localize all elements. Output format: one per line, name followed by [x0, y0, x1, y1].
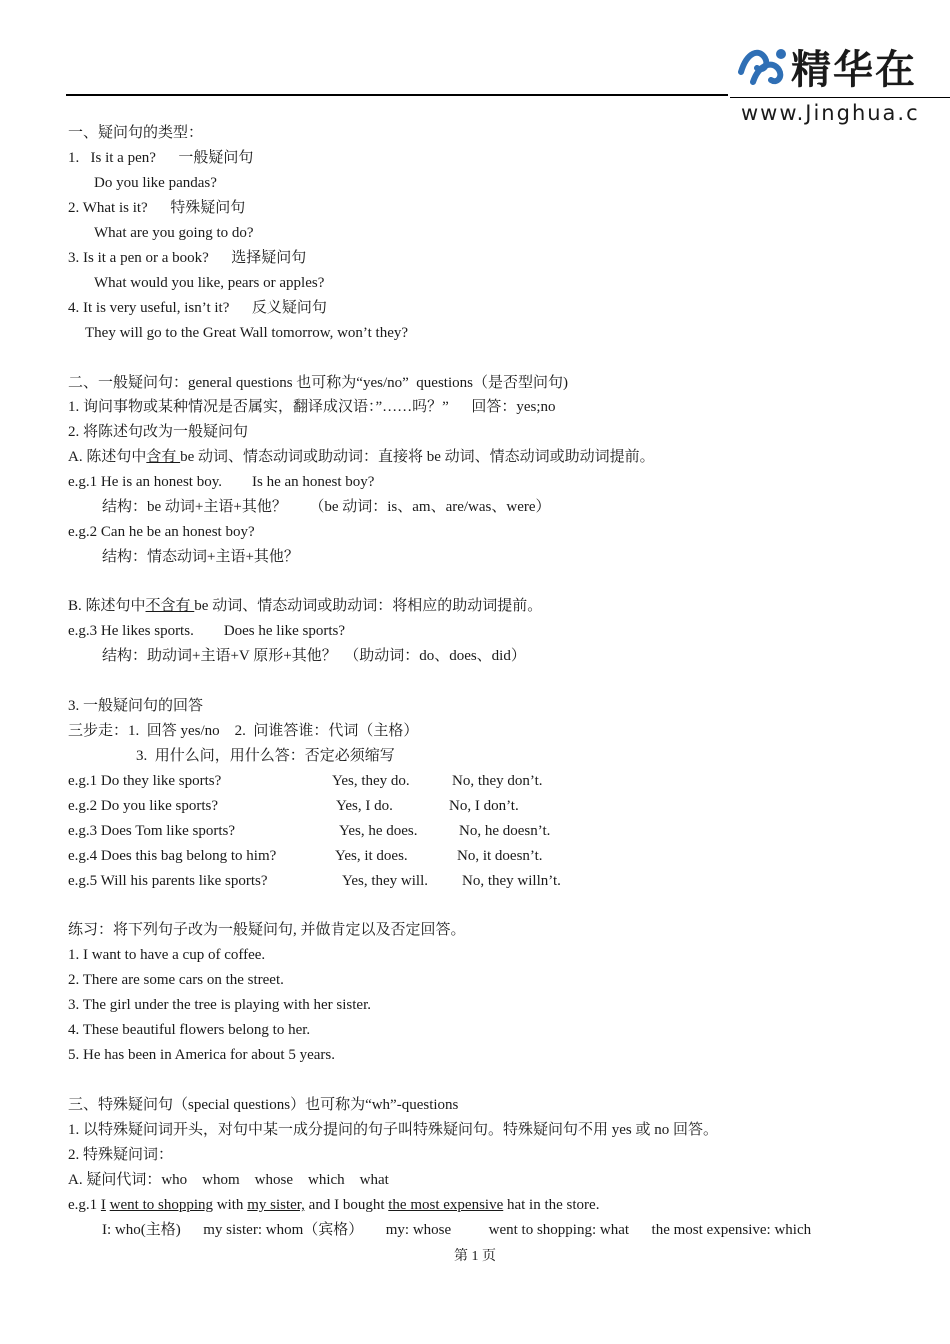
- s2-line-1: 1. 询问事物或某种情况是否属实，翻译成汉语：”……吗？” 回答：yes;no: [68, 399, 556, 415]
- rule-a-text: be 动词、情态动词或助动词：直接将 be 动词、情态动词或助动词提前。: [180, 449, 655, 465]
- eg-text-2: and I bought: [304, 1197, 389, 1213]
- rule-b-underlined: 不含有: [145, 598, 195, 614]
- answer-yes: Yes, I do.: [336, 798, 393, 814]
- eg-underlined-subject: I: [100, 1197, 106, 1213]
- answer-question: e.g.2 Do you like sports?: [68, 798, 218, 814]
- exercise-title: 练习：将下列句子改为一般疑问句, 并做肯定以及否定回答。: [68, 922, 466, 938]
- rule-b-prefix: B. 陈述句中: [68, 598, 146, 614]
- answer-yes: Yes, they will.: [342, 873, 428, 889]
- s3-line-1: 1. 以特殊疑问词开头，对句中某一成分提问的句子叫特殊疑问句。特殊疑问句不用 yes 或 no 回答。: [68, 1122, 718, 1138]
- s1-line-2: Do you like pandas?: [94, 175, 217, 191]
- rule-a-prefix: A. 陈述句中: [68, 449, 147, 465]
- answer-no: No, he doesn’t.: [459, 823, 551, 839]
- s2-answer-title: 3. 一般疑问句的回答: [68, 698, 204, 714]
- s3-line-3: A. 疑问代词：who whom whose which what: [68, 1172, 389, 1188]
- exercise-item: 1. I want to have a cup of coffee.: [68, 947, 266, 963]
- answer-no: No, they don’t.: [452, 773, 543, 789]
- s3-example-1: [68, 1196, 599, 1214]
- eg-underlined-adjective: the most expensive: [388, 1197, 504, 1213]
- logo-url-text: www.Jinghua.c: [741, 101, 920, 125]
- rule-b-text: be 动词、情态动词或助动词：将相应的助动词提前。: [194, 598, 543, 614]
- answer-question: e.g.3 Does Tom like sports?: [68, 823, 235, 839]
- s2-line-2: 2. 将陈述句改为一般疑问句: [68, 424, 249, 440]
- exercise-item: 4. These beautiful flowers belong to her.: [68, 1022, 311, 1038]
- s1-line-8: They will go to the Great Wall tomorrow, won’t they?: [85, 325, 409, 341]
- answer-yes: Yes, they do.: [332, 773, 410, 789]
- answer-no: No, they willn’t.: [462, 873, 561, 889]
- answer-yes: Yes, he does.: [339, 823, 418, 839]
- exercise-item: 5. He has been in America for about 5 years.: [68, 1047, 335, 1063]
- exercise-item: 3. The girl under the tree is playing with her sister.: [68, 997, 371, 1013]
- rule-a-underlined: 含有: [146, 449, 181, 465]
- s2-example-3: e.g.3 He likes sports. Does he like sports?: [68, 623, 346, 639]
- page-number: 第 1 页: [454, 1249, 496, 1264]
- logo-rule: [730, 97, 950, 98]
- s1-line-7: 4. It is very useful, isn’t it? 反义疑问句: [68, 300, 327, 316]
- section-3-title: 三、特殊疑问句（special questions）也可称为“wh”-questions: [68, 1097, 459, 1113]
- answer-question: e.g.5 Will his parents like sports?: [68, 873, 268, 889]
- answer-no: No, it doesn’t.: [457, 848, 543, 864]
- logo-chinese-text: 精华在: [791, 47, 917, 93]
- answer-question: e.g.4 Does this bag belong to him?: [68, 848, 277, 864]
- eg-text-1: with: [213, 1197, 248, 1213]
- s2-example-2: e.g.2 Can he be an honest boy?: [68, 524, 255, 540]
- exercise-item: 2. There are some cars on the street.: [68, 972, 284, 988]
- answer-no: No, I don’t.: [449, 798, 519, 814]
- answer-question: e.g.1 Do they like sports?: [68, 773, 222, 789]
- section-1-title: 一、疑问句的类型：: [68, 125, 204, 141]
- s2-example-1: e.g.1 He is an honest boy. Is he an honest boy?: [68, 474, 375, 490]
- s1-line-1: 1. Is it a pen? 一般疑问句: [68, 150, 254, 166]
- s1-line-3: 2. What is it? 特殊疑问句: [68, 200, 246, 216]
- s1-line-4: What are you going to do?: [94, 225, 254, 241]
- s3-example-analysis: I: who(主格) my sister: whom（宾格） my: whose went to shopping: what the most expensive: which: [102, 1222, 812, 1238]
- s2-steps-1: 三步走：1. 回答 yes/no 2. 问谁答谁：代词（主格）: [68, 723, 419, 739]
- eg-text-3: hat in the store.: [503, 1197, 600, 1213]
- s1-line-5: 3. Is it a pen or a book? 选择疑问句: [68, 250, 307, 266]
- s2-example-2-structure: 结构：情态动词+主语+其他？: [102, 549, 299, 565]
- s3-line-2: 2. 特殊疑问词：: [68, 1147, 174, 1163]
- header-rule: [66, 94, 728, 96]
- logo-wave-icon: [737, 42, 789, 90]
- section-2-title: 二、一般疑问句：general questions 也可称为“yes/no” questions（是否型问句): [68, 375, 568, 391]
- s2-steps-2: 3. 用什么问，用什么答：否定必须缩写: [136, 748, 395, 764]
- eg-underlined-object: my sister,: [247, 1197, 305, 1213]
- s2-rule-b: [68, 597, 542, 615]
- s1-line-6: What would you like, pears or apples?: [94, 275, 325, 291]
- eg-prefix: e.g.1: [68, 1197, 101, 1213]
- eg-underlined-verb: went to shopping: [109, 1197, 214, 1213]
- s2-example-3-structure: 结构：助动词+主语+V 原形+其他？ （助动词：do、does、did）: [102, 648, 526, 664]
- s2-example-1-structure: 结构：be 动词+主语+其他？ （be 动词：is、am、are/was、were）: [102, 499, 551, 515]
- site-logo: [735, 38, 950, 128]
- answer-yes: Yes, it does.: [335, 848, 408, 864]
- s2-rule-a: [68, 448, 655, 466]
